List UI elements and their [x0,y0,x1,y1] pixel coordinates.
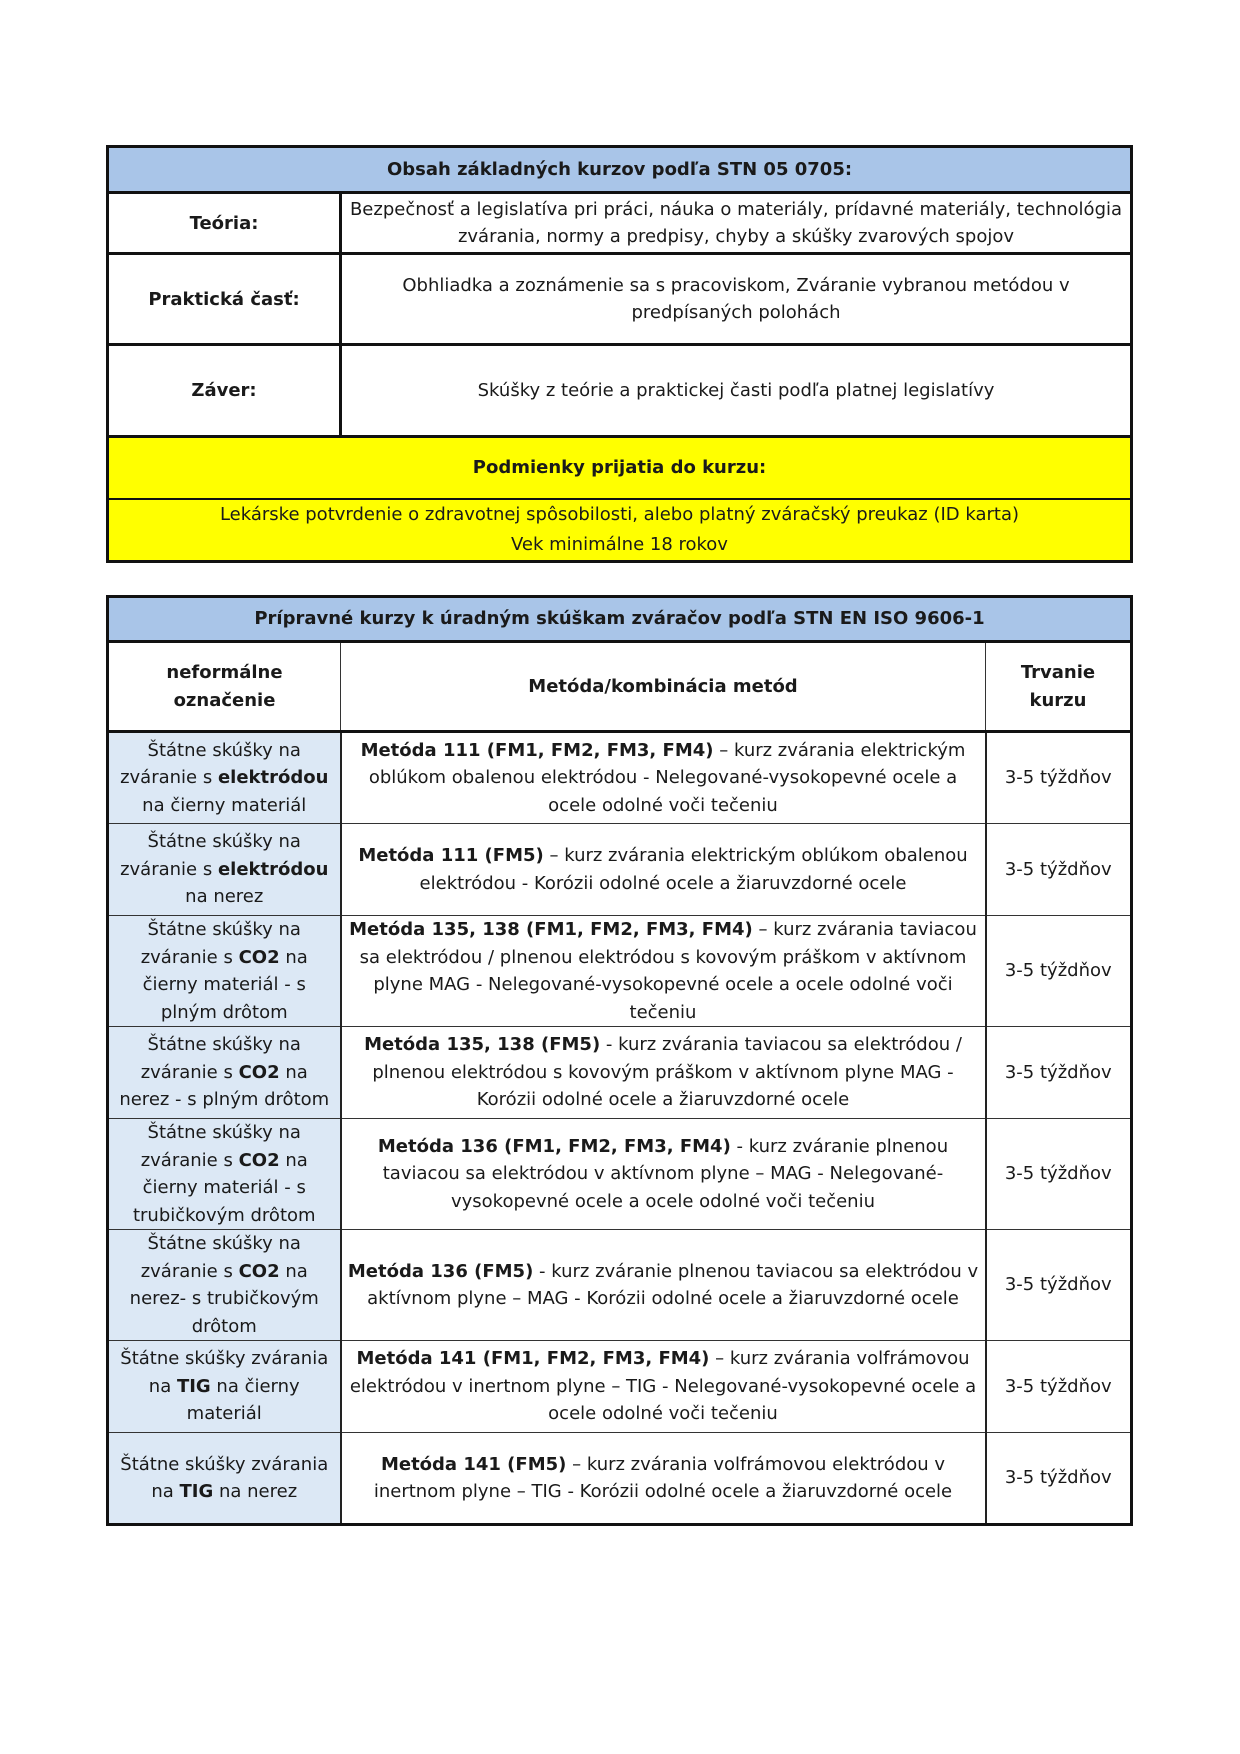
course-duration: 3-5 týždňov [986,1341,1132,1433]
course-method [341,1433,986,1525]
course-method [341,1119,986,1230]
table-row [108,1341,1132,1433]
prep-courses-title: Prípravné kurzy k úradným skúškam zváračov podľa STN EN ISO 9606-1 [108,597,1132,642]
course-name-text: na čierny materiál - s trubičkovým drôtom [132,1149,316,1226]
method-code: Metóda 111 (FM5) [358,845,544,866]
course-name-key: CO2 [238,946,280,968]
course-method [341,732,986,824]
method-description: - kurz zváranie plnenou taviacou sa elektródou v aktívnom plyne – MAG - Korózii odolné ocele a žiaruvzdorné ocele [367,1260,979,1309]
row-label: Záver: [108,345,341,437]
column-header: neformálne označenie [108,642,341,732]
course-duration: 3-5 týždňov [986,824,1132,916]
method-description: – kurz zvárania elektrickým oblúkom obalenou elektródou - Korózii odolné ocele a žiaruvzdorné ocele [419,845,968,894]
method-description: - kurz zvárania taviacou sa elektródou / plnenou elektródou s kovovým práškom v aktívnom plyne MAG - Korózii odolné ocele a žiaruvzdorné ocele [372,1034,962,1111]
table-row [108,1027,1132,1119]
course-name-key: CO2 [238,1260,280,1282]
course-name [108,824,341,916]
table-row [108,916,1132,1027]
course-name [108,732,341,824]
course-duration: 3-5 týždňov [986,1230,1132,1341]
conditions-title: Podmienky prijatia do kurzu: [108,437,1132,499]
course-name-text: na čierny materiál [142,794,307,816]
course-name [108,1119,341,1230]
course-name [108,1027,341,1119]
method-code: Metóda 141 (FM5) [380,1453,567,1475]
course-name-text: na nerez - s plným drôtom [119,1061,330,1111]
basic-row-conclusion [108,345,1132,437]
course-name-text: Štátne skúšky zvárania na [120,1348,329,1397]
course-duration: 3-5 týždňov [986,732,1132,824]
course-name-text: Štátne skúšky na zváranie s [120,831,301,880]
method-code: Metóda 136 (FM1, FM2, FM3, FM4) [377,1135,731,1157]
conditions-body [108,499,1132,562]
course-name-key: TIG [176,1375,211,1397]
course-duration: 3-5 týždňov [986,916,1132,1027]
course-name-text: na nerez- s trubičkovým drôtom [129,1260,319,1337]
course-duration: 3-5 týždňov [986,1433,1132,1525]
basic-row-theory [108,193,1132,254]
prep-rows [108,732,1132,1525]
course-name-text: Štátne skúšky na zváranie s [140,1233,301,1282]
method-code: Metóda 136 (FM5) [347,1260,534,1282]
row-text: Obhliadka a zoznámenie sa s pracoviskom, Zváranie vybranou metódou v predpísaných polohách [341,254,1132,345]
course-name-text: Štátne skúšky zvárania na [120,1453,329,1502]
course-name-text: na čierny materiál [186,1375,300,1425]
method-description: – kurz zvárania volfrámovou elektródou v inertnom plyne – TIG - Korózii odolné ocele a žiaruvzdorné ocele [373,1453,953,1502]
course-name-text: Štátne skúšky na zváranie s [140,919,301,968]
table-row [108,1119,1132,1230]
conditions-line: Vek minimálne 18 rokov [511,533,728,555]
course-method [341,1027,986,1119]
course-name-text: Štátne skúšky na zváranie s [140,1122,301,1171]
basic-courses-title: Obsah základných kurzov podľa STN 05 0705: [108,147,1132,193]
course-method [341,916,986,1027]
course-name-key: CO2 [238,1149,280,1171]
course-name [108,1341,341,1433]
course-duration: 3-5 týždňov [986,1027,1132,1119]
table-row [108,1230,1132,1341]
course-name [108,1230,341,1341]
prep-courses-table [106,595,1133,1526]
course-name-text: Štátne skúšky na zváranie s [140,1034,301,1083]
column-header: Metóda/kombinácia metód [341,642,986,732]
row-label: Praktická časť: [108,254,341,345]
course-name-text: na nerez [185,886,264,908]
table-row [108,824,1132,916]
row-label: Teória: [108,193,341,254]
course-name [108,916,341,1027]
method-code: Metóda 141 (FM1, FM2, FM3, FM4) [356,1348,710,1370]
method-description: - kurz zváranie plnenou taviacou sa elektródou v aktívnom plyne – MAG - Nelegované-vysokopevné ocele a ocele odolné voči tečeniu [382,1135,949,1212]
course-name-key: TIG [179,1481,214,1502]
method-description: – kurz zvárania taviacou sa elektródou / plnenou elektródou s kovovým práškom v aktívnom plyne MAG - Nelegované-vysokopevné ocele a ocele odolné voči tečeniu [359,919,977,1023]
basic-row-practice [108,254,1132,345]
column-headers [108,642,1132,732]
course-name-text: na čierny materiál - s plným drôtom [142,946,308,1023]
course-name-key: elektródou [217,767,329,789]
course-method [341,1230,986,1341]
method-code: Metóda 135, 138 (FM5) [364,1034,601,1056]
course-name-key: elektródou [217,858,329,880]
course-name-key: CO2 [238,1061,280,1083]
course-method [341,824,986,916]
conditions-line: Lekárske potvrdenie o zdravotnej spôsobilosti, alebo platný zváračský preukaz (ID karta) [219,503,1020,525]
method-description: – kurz zvárania volfrámovou elektródou v inertnom plyne – TIG - Nelegované-vysokopevné ocele a ocele odolné voči tečeniu [349,1348,977,1425]
method-code: Metóda 111 (FM1, FM2, FM3, FM4) [360,739,714,761]
table-row [108,1433,1132,1525]
column-header: Trvanie kurzu [986,642,1132,732]
course-name-text: Štátne skúšky na zváranie s [120,739,301,789]
method-description: – kurz zvárania elektrickým oblúkom obalenou elektródou - Nelegované-vysokopevné ocele a ocele odolné voči tečeniu [368,739,966,816]
course-name [108,1433,341,1525]
course-name-text: na nerez [213,1481,298,1502]
table-row [108,732,1132,824]
row-text: Bezpečnosť a legislatíva pri práci, náuka o materiály, prídavné materiály, technológia zvárania, normy a predpisy, chyby a skúšky zvarových spojov [341,193,1132,254]
basic-courses-table [106,145,1133,563]
course-duration: 3-5 týždňov [986,1119,1132,1230]
course-method [341,1341,986,1433]
method-code: Metóda 135, 138 (FM1, FM2, FM3, FM4) [349,919,753,940]
row-text: Skúšky z teórie a praktickej časti podľa platnej legislatívy [341,345,1132,437]
